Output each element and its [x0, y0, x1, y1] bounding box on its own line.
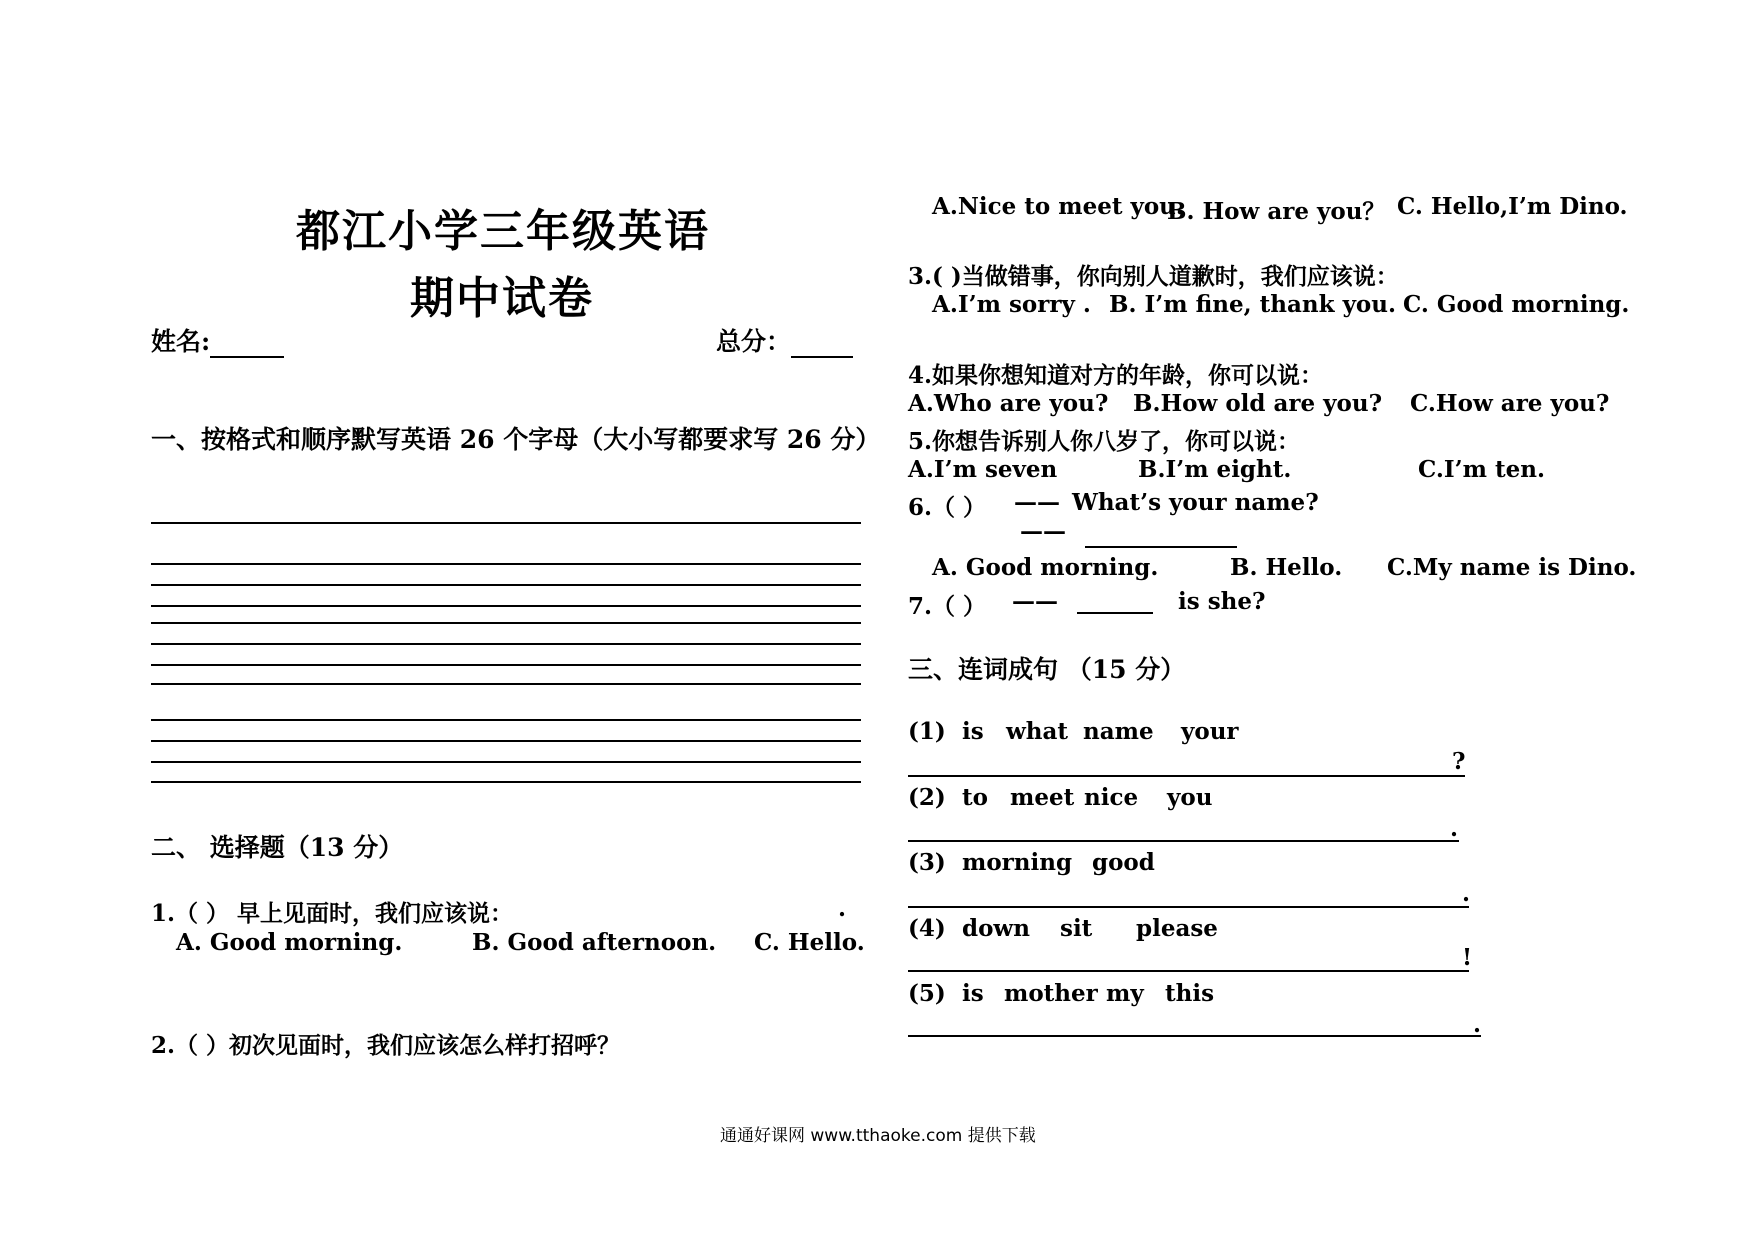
q6-reply-dash: —— [1020, 518, 1066, 545]
s3-answer-line[interactable] [908, 840, 1459, 842]
footer-credit: 通通好课网 www.tthaoke.com 提供下载 [720, 1126, 1036, 1146]
q7-rest: is she? [1178, 588, 1266, 615]
name-label: 姓名: [151, 327, 211, 356]
s3-item-number: (2) [908, 784, 946, 811]
writing-line[interactable] [151, 563, 861, 565]
name-blank[interactable] [210, 334, 284, 358]
q2-option-c[interactable]: C. Hello,I’m Dino. [1397, 193, 1628, 220]
q4-stem: 4.如果你想知道对方的年龄，你可以说： [908, 362, 1324, 389]
s3-answer-line[interactable] [908, 970, 1469, 972]
writing-line[interactable] [151, 683, 861, 685]
q1-dot: . [838, 895, 847, 922]
s3-end-mark: . [1450, 815, 1459, 842]
q3-stem: 3.( )当做错事，你向别人道歉时，我们应该说： [908, 263, 1399, 290]
q7-answer-blank[interactable] [1077, 612, 1153, 614]
s3-word: morning [962, 849, 1073, 876]
writing-line[interactable] [151, 622, 861, 624]
q7-stem: 7.（ ） [908, 593, 987, 620]
score-field [716, 322, 853, 358]
page-title: 都江小学三年级英语 [296, 206, 710, 257]
q1-stem: 1.（ ） 早上见面时，我们应该说： [151, 900, 514, 927]
score-blank[interactable] [791, 334, 853, 358]
s3-word: please [1136, 915, 1218, 942]
page-subtitle: 期中试卷 [410, 273, 594, 324]
s3-word: this [1165, 980, 1215, 1007]
s3-word: name [1083, 718, 1154, 745]
s3-word: your [1181, 718, 1239, 745]
s3-item-number: (5) [908, 980, 946, 1007]
s3-item-number: (3) [908, 849, 946, 876]
s3-item-number: (4) [908, 915, 946, 942]
q3-option-a[interactable]: A.I’m sorry . [932, 291, 1091, 318]
score-label: 总分： [716, 327, 792, 356]
writing-line[interactable] [151, 740, 861, 742]
q2-option-b[interactable]: B. How are you？ [1167, 198, 1386, 225]
s3-answer-line[interactable] [908, 906, 1469, 908]
s3-word: down [962, 915, 1030, 942]
q2-stem: 2.（ ）初次见面时，我们应该怎么样打招呼？ [151, 1032, 621, 1059]
q4-option-b[interactable]: B.How old are you? [1133, 390, 1383, 417]
section1-heading: 一、按格式和顺序默写英语 26 个字母（大小写都要求写 26 分） [151, 425, 881, 454]
q1-option-a[interactable]: A. Good morning. [176, 929, 403, 956]
s3-end-mark: . [1473, 1011, 1482, 1038]
s3-word: is [962, 980, 984, 1007]
q4-option-c[interactable]: C.How are you? [1410, 390, 1610, 417]
q5-stem: 5.你想告诉别人你八岁了，你可以说： [908, 428, 1301, 455]
q3-option-c[interactable]: C. Good morning. [1403, 291, 1630, 318]
s3-word: good [1092, 849, 1155, 876]
q1-option-c[interactable]: C. Hello. [754, 929, 865, 956]
s3-word: is [962, 718, 984, 745]
writing-line[interactable] [151, 522, 861, 524]
writing-line[interactable] [151, 584, 861, 586]
writing-line[interactable] [151, 664, 861, 666]
q6-option-b[interactable]: B. Hello. [1230, 554, 1343, 581]
q7-dash: —— [1012, 588, 1058, 615]
q6-prompt: What’s your name? [1072, 489, 1319, 516]
q6-option-a[interactable]: A. Good morning. [932, 554, 1159, 581]
q2-option-a[interactable]: A.Nice to meet you. [932, 193, 1184, 220]
s3-word: what [1006, 718, 1069, 745]
q6-answer-blank[interactable] [1085, 546, 1237, 548]
section3-heading: 三、连词成句 （15 分） [908, 655, 1186, 684]
q3-option-b[interactable]: B. I’m fine, thank you. [1109, 291, 1397, 318]
writing-line[interactable] [151, 719, 861, 721]
s3-answer-line[interactable] [908, 1035, 1481, 1037]
q5-option-b[interactable]: B.I’m eight. [1138, 456, 1292, 483]
s3-end-mark: ? [1452, 748, 1466, 775]
s3-word: my [1106, 980, 1144, 1007]
s3-word: mother [1004, 980, 1098, 1007]
q6-stem: 6.（ ） [908, 494, 987, 521]
s3-answer-line[interactable] [908, 775, 1465, 777]
s3-word: sit [1060, 915, 1093, 942]
q5-option-c[interactable]: C.I’m ten. [1418, 456, 1546, 483]
s3-end-mark: ! [1462, 944, 1473, 971]
q1-option-b[interactable]: B. Good afternoon. [472, 929, 717, 956]
q5-option-a[interactable]: A.I’m seven [908, 456, 1058, 483]
writing-line[interactable] [151, 781, 861, 783]
s3-word: nice [1084, 784, 1139, 811]
s3-word: to [962, 784, 988, 811]
name-field [151, 322, 284, 358]
s3-end-mark: . [1462, 880, 1471, 907]
s3-word: you [1167, 784, 1213, 811]
writing-line[interactable] [151, 643, 861, 645]
section2-heading: 二、 选择题（13 分） [151, 833, 404, 862]
q6-option-c[interactable]: C.My name is Dino. [1387, 554, 1637, 581]
q6-dash: —— [1014, 489, 1060, 516]
q4-option-a[interactable]: A.Who are you? [908, 390, 1109, 417]
writing-line[interactable] [151, 761, 861, 763]
s3-word: meet [1010, 784, 1075, 811]
writing-line[interactable] [151, 605, 861, 607]
s3-item-number: (1) [908, 718, 946, 745]
